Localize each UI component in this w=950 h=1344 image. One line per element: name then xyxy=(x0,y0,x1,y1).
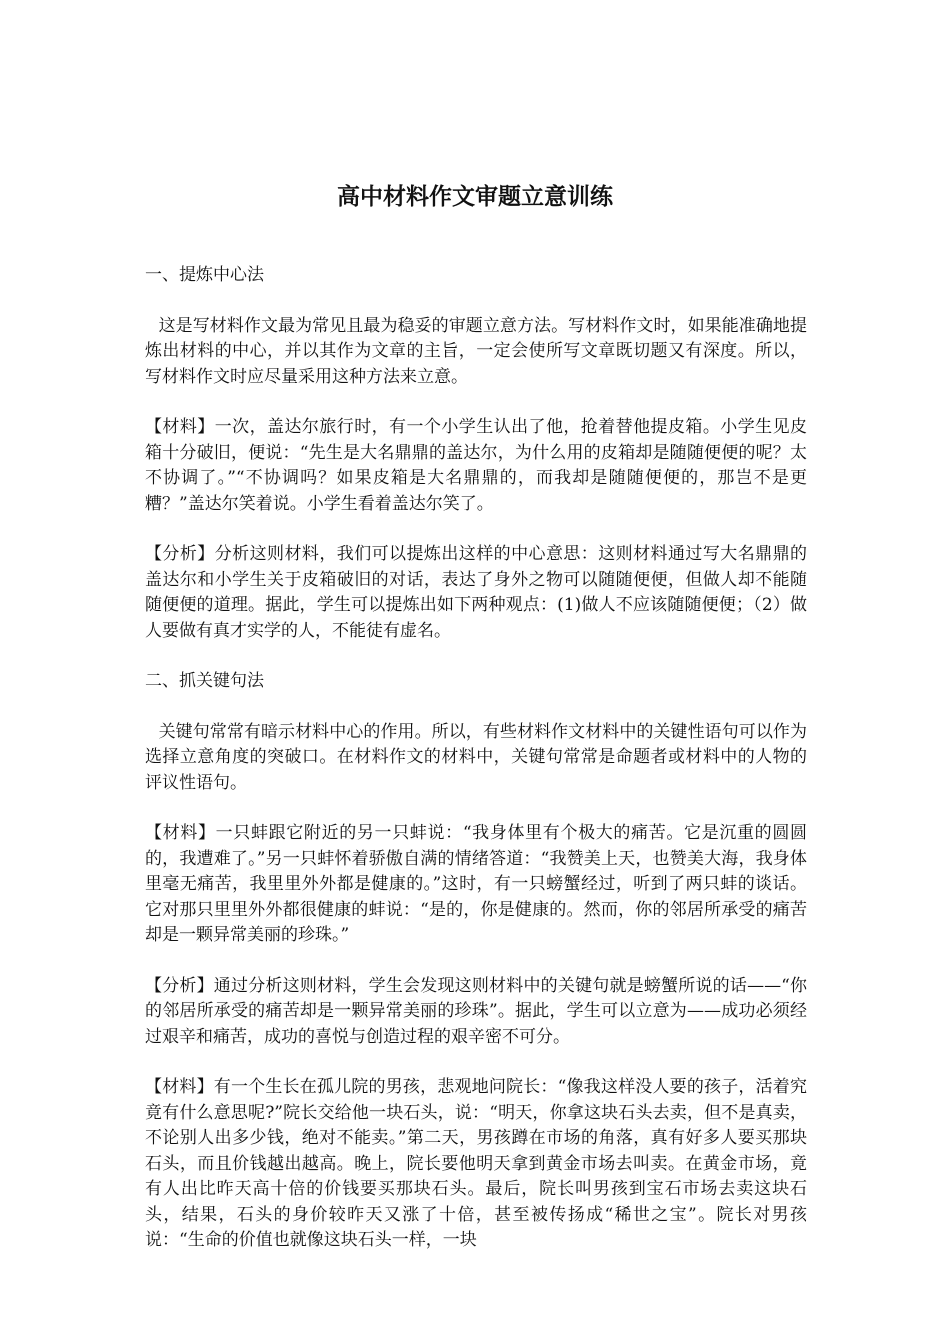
section-1-material: 【材料】一次，盖达尔旅行时，有一个小学生认出了他，抢着替他提皮箱。小学生见皮箱十分破旧，便说：“先生是大名鼎鼎的盖达尔，为什么用的皮箱却是随随便便的呢？太不协调了。”“不协调吗？如果皮箱是大名鼎鼎的，而我却是随随便便的，那岂不是更糟？”盖达尔笑着说。小学生看着盖达尔笑了。 xyxy=(145,417,807,514)
section-1-analysis: 【分析】分析这则材料，我们可以提炼出这样的中心意思：这则材料通过写大名鼎鼎的盖达尔和小学生关于皮箱破旧的对话，表达了身外之物可以随随便便，但做人却不能随随便便的道理。据此，学生可以提炼出如下两种观点：(1)做人不应该随随便便；（2）做人要做有真才实学的人，不能徒有虚名。 xyxy=(145,544,807,641)
section-1-intro: 这是写材料作文最为常见且最为稳妥的审题立意方法。写材料作文时，如果能准确地提炼出材料的中心，并以其作为文章的主旨，一定会使所写文章既切题又有深度。所以，写材料作文时应尽量采用这种方法来立意。 xyxy=(145,315,807,387)
section-2-intro: 关键句常常有暗示材料中心的作用。所以，有些材料作文材料中的关键性语句可以作为选择立意角度的突破口。在材料作文的材料中，关键句常常是命题者或材料中的人物的评议性语句。 xyxy=(145,721,807,793)
section-heading-1: 一、提炼中心法 xyxy=(145,265,264,285)
section-2-material: 【材料】一只蚌跟它附近的另一只蚌说：“我身体里有个极大的痛苦。它是沉重的圆圆的，我遭难了。”另一只蚌怀着骄傲自满的情绪答道：“我赞美上天，也赞美大海，我身体里毫无痛苦，我里里外外都是健康的。”这时，有一只螃蟹经过，听到了两只蚌的谈话。它对那只里里外外都很健康的蚌说：“是的，你是健康的。然而，你的邻居所承受的痛苦却是一颗异常美丽的珍珠。” xyxy=(145,823,807,945)
section-heading-2: 二、抓关键句法 xyxy=(145,671,264,691)
document-title: 高中材料作文审题立意训练 xyxy=(337,183,613,210)
section-2-analysis: 【分析】通过分析这则材料，学生会发现这则材料中的关键句就是螃蟹所说的话——“你的邻居所承受的痛苦却是一颗异常美丽的珍珠”。据此，学生可以立意为——成功必须经过艰辛和痛苦，成功的喜悦与创造过程的艰辛密不可分。 xyxy=(145,975,807,1047)
document-body xyxy=(145,263,807,1279)
section-2-material-2: 【材料】有一个生长在孤儿院的男孩，悲观地问院长：“像我这样没人要的孩子，活着究竟有什么意思呢?”院长交给他一块石头，说：“明天，你拿这块石头去卖，但不是真卖，不论别人出多少钱，绝对不能卖。”第二天，男孩蹲在市场的角落，真有好多人要买那块石头，而且价钱越出越高。晚上，院长要他明天拿到黄金市场去叫卖。在黄金市场，竟有人出比昨天高十倍的价钱要买那块石头。最后，院长叫男孩到宝石市场去卖这块石头，结果，石头的身价较昨天又涨了十倍，甚至被传扬成“稀世之宝”。院长对男孩说：“生命的价值也就像这块石头一样，一块 xyxy=(145,1077,807,1250)
